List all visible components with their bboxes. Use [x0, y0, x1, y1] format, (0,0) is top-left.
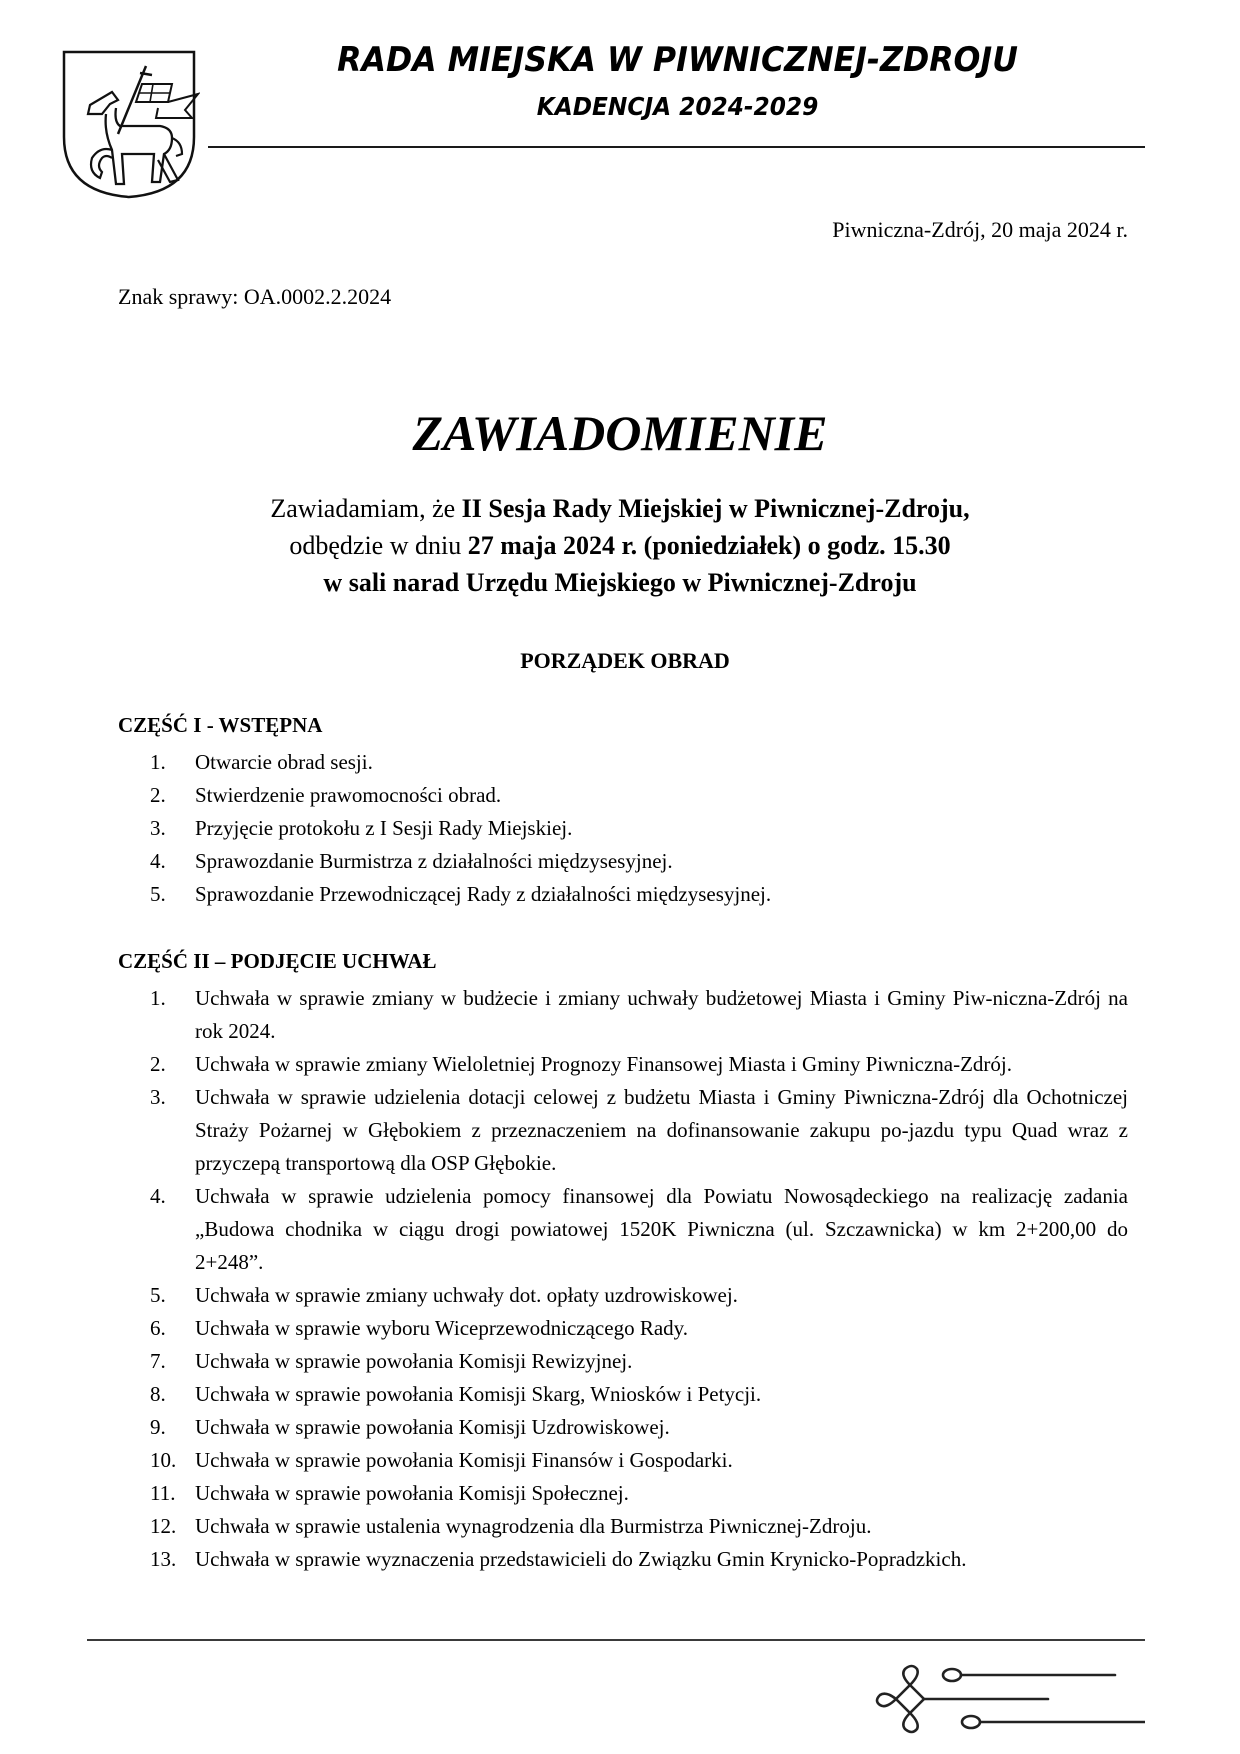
list-item	[118, 1279, 1128, 1312]
list-item	[118, 878, 1128, 911]
flourish-ornament-icon	[850, 1655, 1145, 1735]
item-text: Uchwała w sprawie powołania Komisji Finansów i Gospodarki.	[195, 1448, 733, 1472]
item-text: Przyjęcie protokołu z I Sesji Rady Miejskiej.	[195, 816, 573, 840]
item-number: 11.	[150, 1481, 176, 1505]
item-number: 13.	[150, 1547, 177, 1571]
item-number: 5.	[150, 882, 166, 906]
list-item	[118, 1444, 1128, 1477]
item-text: Otwarcie obrad sesji.	[195, 750, 373, 774]
item-text: Uchwała w sprawie powołania Komisji Uzdrowiskowej.	[195, 1415, 670, 1439]
list-item	[118, 1180, 1128, 1279]
item-text: Uchwała w sprawie powołania Komisji Rewizyjnej.	[195, 1349, 633, 1373]
item-text: Uchwała w sprawie zmiany w budżecie i zmiany uchwały budżetowej Miasta i Gminy Piw-niczna-Zdrój na rok 2024.	[195, 986, 1128, 1043]
coat-of-arms-icon	[60, 42, 200, 202]
item-text: Uchwała w sprawie wyznaczenia przedstawicieli do Związku Gmin Krynicko-Popradzkich.	[195, 1547, 967, 1571]
term-subtitle: KADENCJA 2024-2029	[536, 92, 819, 121]
footer-divider	[87, 1639, 1145, 1641]
item-number: 1.	[150, 750, 166, 774]
agenda-list-part-2	[118, 982, 1128, 1576]
item-text: Uchwała w sprawie powołania Komisji Skarg, Wniosków i Petycji.	[195, 1382, 762, 1406]
place-date: Piwniczna-Zdrój, 20 maja 2024 r.	[832, 217, 1128, 242]
header-divider	[208, 146, 1145, 148]
item-number: 10.	[150, 1448, 177, 1472]
list-item	[118, 1345, 1128, 1378]
council-title: RADA MIEJSKA W PIWNICZNEJ-ZDROJU	[337, 40, 1018, 80]
list-item	[118, 1411, 1128, 1444]
item-number: 8.	[150, 1382, 166, 1406]
case-number: Znak sprawy: OA.0002.2.2024	[118, 284, 392, 309]
session-date-time: 27 maja 2024 r. (poniedziałek) o godz. 15.30	[467, 531, 951, 560]
item-number: 7.	[150, 1349, 166, 1373]
agenda-title: PORZĄDEK OBRAD	[520, 648, 730, 673]
item-text: Uchwała w sprawie ustalenia wynagrodzenia dla Burmistrza Piwnicznej-Zdroju.	[195, 1514, 872, 1538]
list-item	[118, 1048, 1128, 1081]
item-text: Uchwała w sprawie wyboru Wiceprzewodniczącego Rady.	[195, 1316, 689, 1340]
item-text: Uchwała w sprawie udzielenia pomocy finansowej dla Powiatu Nowosądeckiego na realizację zadania „Budowa chodnika w ciągu drogi powiatowej 1520K Piwniczna (ul. Szczawnicka) w km 2+200,00 do 2+248”.	[195, 1184, 1128, 1274]
section-heading-part-1: CZĘŚĆ I - WSTĘPNA	[118, 713, 323, 737]
list-item	[118, 1378, 1128, 1411]
item-number: 4.	[150, 849, 166, 873]
list-item	[118, 779, 1128, 812]
item-number: 12.	[150, 1514, 177, 1538]
item-number: 2.	[150, 783, 166, 807]
list-item	[118, 1081, 1128, 1180]
list-item	[118, 1477, 1128, 1510]
item-number: 2.	[150, 1052, 166, 1076]
item-number: 9.	[150, 1415, 166, 1439]
list-item	[118, 812, 1128, 845]
item-text: Uchwała w sprawie zmiany uchwały dot. opłaty uzdrowiskowej.	[195, 1283, 738, 1307]
item-text: Sprawozdanie Przewodniczącej Rady z działalności międzysesyjnej.	[195, 882, 772, 906]
item-number: 6.	[150, 1316, 166, 1340]
item-number: 1.	[150, 986, 166, 1010]
item-text: Sprawozdanie Burmistrza z działalności międzysesyjnej.	[195, 849, 673, 873]
announcement-text: Zawiadamiam, że	[270, 494, 462, 523]
section-heading-part-2: CZĘŚĆ II – PODJĘCIE UCHWAŁ	[118, 949, 437, 973]
item-number: 5.	[150, 1283, 166, 1307]
list-item	[118, 746, 1128, 779]
announcement-line-3	[0, 568, 1240, 598]
list-item	[118, 1543, 1128, 1576]
item-text: Uchwała w sprawie powołania Komisji Społecznej.	[195, 1481, 629, 1505]
announcement-line-2	[0, 531, 1240, 561]
item-text: Uchwała w sprawie zmiany Wieloletniej Prognozy Finansowej Miasta i Gminy Piwniczna-Zdrój.	[195, 1052, 1013, 1076]
item-number: 4.	[150, 1184, 166, 1208]
announcement-text: odbędzie w dniu	[289, 531, 468, 560]
list-item	[118, 1312, 1128, 1345]
list-item	[118, 845, 1128, 878]
session-name: II Sesja Rady Miejskiej w Piwnicznej-Zdroju,	[461, 494, 970, 523]
item-text: Stwierdzenie prawomocności obrad.	[195, 783, 502, 807]
session-location: w sali narad Urzędu Miejskiego w Piwnicznej-Zdroju	[323, 568, 917, 597]
list-item	[118, 1510, 1128, 1543]
agenda-list-part-1	[118, 746, 1128, 911]
announcement-line-1	[0, 494, 1240, 524]
document-title: ZAWIADOMIENIE	[412, 405, 828, 461]
list-item	[118, 982, 1128, 1048]
item-number: 3.	[150, 816, 166, 840]
item-text: Uchwała w sprawie udzielenia dotacji celowej z budżetu Miasta i Gminy Piwniczna-Zdrój dla Ochotniczej Straży Pożarnej w Głębokiem z przeznaczeniem na dofinansowanie zakupu po-jazdu typu Quad wraz z przyczepą transportową dla OSP Głębokie.	[195, 1085, 1128, 1175]
item-number: 3.	[150, 1085, 166, 1109]
